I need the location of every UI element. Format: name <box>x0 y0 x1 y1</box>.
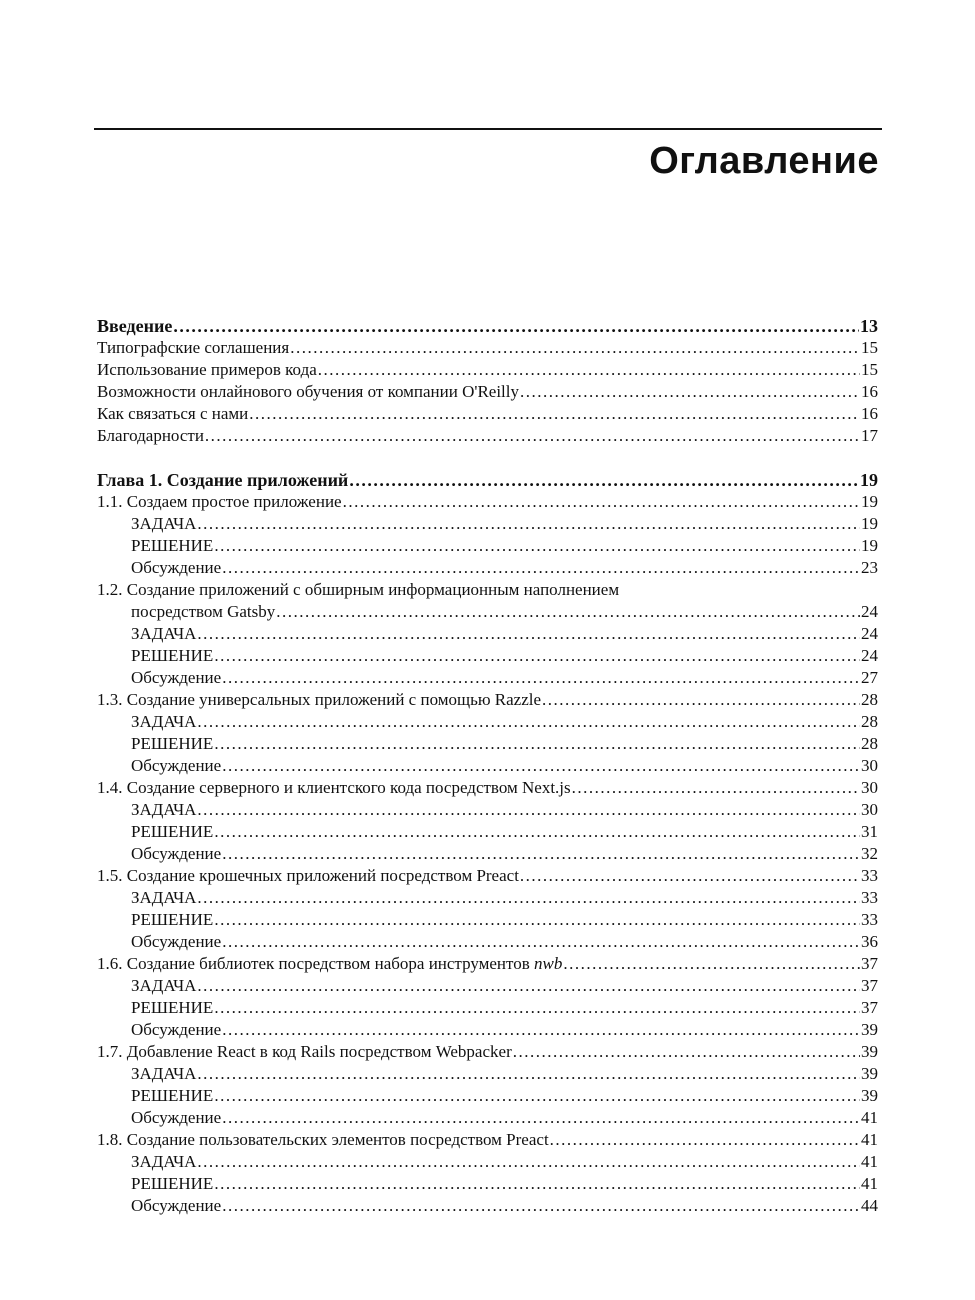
toc-entry[interactable] <box>97 1041 878 1063</box>
toc-entry[interactable] <box>97 733 878 755</box>
toc-page-number: 28 <box>861 712 878 731</box>
toc-entry[interactable] <box>97 557 878 579</box>
toc-entry[interactable] <box>97 997 878 1019</box>
toc-page-number: 33 <box>861 910 878 929</box>
toc-entry-title: ЗАДАЧА <box>131 1152 197 1171</box>
toc-entry-title: ЗАДАЧА <box>131 800 197 819</box>
toc-dot-leader <box>197 799 860 821</box>
toc-dot-leader <box>222 1195 860 1217</box>
toc-entry[interactable] <box>97 491 878 513</box>
toc-page-number: 41 <box>861 1152 878 1171</box>
toc-entry[interactable] <box>97 821 878 843</box>
toc-entry[interactable] <box>97 403 878 425</box>
toc-dot-leader <box>318 359 860 381</box>
toc-entry-title: Обсуждение <box>131 844 222 863</box>
toc-entry[interactable] <box>97 887 878 909</box>
toc-page-number: 19 <box>861 514 878 533</box>
toc-dot-leader <box>222 1107 860 1129</box>
toc-page-number: 32 <box>861 844 878 863</box>
toc-page-number: 39 <box>861 1064 878 1083</box>
toc-entry[interactable] <box>97 909 878 931</box>
toc-entry-title: РЕШЕНИЕ <box>131 536 214 555</box>
table-of-contents <box>97 315 878 1217</box>
toc-entry[interactable] <box>97 843 878 865</box>
toc-entry-title: ЗАДАЧА <box>131 514 197 533</box>
toc-dot-leader <box>343 491 860 513</box>
toc-page-number: 19 <box>861 536 878 555</box>
toc-entry-title: РЕШЕНИЕ <box>131 734 214 753</box>
toc-entry-title: ЗАДАЧА <box>131 976 197 995</box>
toc-page-number: 39 <box>861 1020 878 1039</box>
toc-page-number: 39 <box>861 1086 878 1105</box>
toc-page-number: 41 <box>861 1174 878 1193</box>
toc-dot-leader <box>563 953 860 975</box>
toc-entry[interactable] <box>97 667 878 689</box>
toc-entry[interactable] <box>97 1107 878 1129</box>
toc-entry-title: Обсуждение <box>131 756 222 775</box>
toc-entry-title: ЗАДАЧА <box>131 888 197 907</box>
toc-entry-title: 1.3. Создание универсальных приложений с помощью Razzle <box>97 690 542 709</box>
toc-heading-entry[interactable] <box>97 469 878 491</box>
toc-entry-title: Введение <box>97 316 173 336</box>
toc-page-number: 16 <box>861 404 878 423</box>
toc-entry[interactable] <box>97 381 878 403</box>
toc-entry[interactable] <box>97 1129 878 1151</box>
toc-entry-title: 1.8. Создание пользовательских элементов посредством Preact <box>97 1130 549 1149</box>
toc-entry[interactable] <box>97 1173 878 1195</box>
page-title: Оглавление <box>649 140 879 182</box>
toc-page-number: 30 <box>861 756 878 775</box>
toc-page-number: 39 <box>861 1042 878 1061</box>
toc-entry[interactable] <box>97 623 878 645</box>
toc-page-number: 41 <box>861 1130 878 1149</box>
toc-entry[interactable] <box>97 865 878 887</box>
toc-page-number: 37 <box>861 998 878 1017</box>
toc-page-number: 30 <box>861 800 878 819</box>
toc-dot-leader <box>214 909 860 931</box>
toc-entry[interactable] <box>97 359 878 381</box>
toc-entry-title: Обсуждение <box>131 1020 222 1039</box>
toc-entry-title: РЕШЕНИЕ <box>131 1086 214 1105</box>
toc-entry[interactable] <box>97 711 878 733</box>
toc-page-number: 16 <box>861 382 878 401</box>
toc-entry[interactable] <box>97 1019 878 1041</box>
toc-dot-leader <box>349 469 859 491</box>
top-rule <box>94 128 882 130</box>
toc-entry-title: Обсуждение <box>131 668 222 687</box>
toc-dot-leader <box>197 975 860 997</box>
toc-dot-leader <box>197 887 860 909</box>
toc-dot-leader <box>214 645 860 667</box>
toc-page-number: 28 <box>861 734 878 753</box>
toc-dot-leader <box>222 667 860 689</box>
toc-entry-title: Обсуждение <box>131 1196 222 1215</box>
toc-dot-leader <box>214 733 860 755</box>
toc-entry-title: РЕШЕНИЕ <box>131 646 214 665</box>
toc-entry-title: РЕШЕНИЕ <box>131 1174 214 1193</box>
toc-entry[interactable] <box>97 645 878 667</box>
toc-dot-leader <box>290 337 860 359</box>
toc-entry-title: РЕШЕНИЕ <box>131 822 214 841</box>
toc-entry-title: Обсуждение <box>131 558 222 577</box>
toc-entry-title: 1.7. Добавление React в код Rails посредством Webpacker <box>97 1042 512 1061</box>
toc-dot-leader <box>197 1063 860 1085</box>
toc-dot-leader <box>542 689 860 711</box>
toc-dot-leader <box>249 403 860 425</box>
toc-page-number: 44 <box>861 1196 878 1215</box>
toc-dot-leader <box>214 997 860 1019</box>
toc-dot-leader <box>222 755 860 777</box>
toc-dot-leader <box>550 1129 860 1151</box>
toc-entry[interactable] <box>97 975 878 997</box>
toc-dot-leader <box>197 1151 860 1173</box>
toc-dot-leader <box>214 1173 860 1195</box>
toc-page-number: 15 <box>861 360 878 379</box>
toc-dot-leader <box>197 513 860 535</box>
toc-entry[interactable] <box>97 799 878 821</box>
toc-page-number: 30 <box>861 778 878 797</box>
toc-page-number: 33 <box>861 888 878 907</box>
toc-dot-leader <box>572 777 860 799</box>
toc-entry-title: 1.6. Создание библиотек посредством набора инструментов nwb <box>97 954 563 973</box>
toc-entry[interactable] <box>97 1063 878 1085</box>
toc-page-number: 17 <box>861 426 878 445</box>
toc-front-section <box>97 315 878 447</box>
toc-entry-title: ЗАДАЧА <box>131 624 197 643</box>
toc-dot-leader <box>197 623 860 645</box>
toc-entry-title: 1.2. Создание приложений с обширным информационным наполнением <box>97 580 620 599</box>
toc-entry-title: Обсуждение <box>131 1108 222 1127</box>
toc-dot-leader <box>214 821 860 843</box>
toc-dot-leader <box>222 1019 860 1041</box>
toc-page-number: 19 <box>860 470 878 490</box>
toc-entry-title: РЕШЕНИЕ <box>131 910 214 929</box>
toc-entry[interactable] <box>97 931 878 953</box>
toc-entry[interactable] <box>97 953 878 975</box>
toc-entry[interactable] <box>97 601 878 623</box>
toc-entry[interactable] <box>97 425 878 447</box>
toc-dot-leader <box>276 601 860 623</box>
toc-dot-leader <box>214 1085 860 1107</box>
toc-entry-title: 1.4. Создание серверного и клиентского кода посредством Next.js <box>97 778 571 797</box>
toc-entry-title: ЗАДАЧА <box>131 1064 197 1083</box>
toc-page-number: 15 <box>861 338 878 357</box>
toc-page-number: 23 <box>861 558 878 577</box>
toc-dot-leader <box>520 865 860 887</box>
toc-section-gap <box>97 447 878 469</box>
toc-dot-leader <box>520 381 860 403</box>
toc-entry[interactable] <box>97 1085 878 1107</box>
toc-page-number: 24 <box>861 624 878 643</box>
toc-entry-title: Обсуждение <box>131 932 222 951</box>
toc-dot-leader <box>222 843 860 865</box>
toc-entry-title: Типографские соглашения <box>97 338 290 357</box>
toc-page-number: 27 <box>861 668 878 687</box>
toc-page-number: 24 <box>861 602 878 621</box>
toc-page-number: 28 <box>861 690 878 709</box>
toc-entry-title: РЕШЕНИЕ <box>131 998 214 1017</box>
toc-entry[interactable] <box>97 535 878 557</box>
toc-entry[interactable] <box>97 579 878 601</box>
toc-entry[interactable] <box>97 337 878 359</box>
toc-entry[interactable] <box>97 689 878 711</box>
toc-page-number: 41 <box>861 1108 878 1127</box>
toc-dot-leader <box>197 711 860 733</box>
toc-page-number: 37 <box>861 976 878 995</box>
toc-entry-title: Возможности онлайнового обучения от компании O'Reilly <box>97 382 519 401</box>
toc-entry[interactable] <box>97 755 878 777</box>
toc-entry-title: Благодарности <box>97 426 204 445</box>
toc-chapter-1-section <box>97 469 878 1217</box>
toc-page-number: 36 <box>861 932 878 951</box>
toc-entry-title: Глава 1. Создание приложений <box>97 470 349 490</box>
toc-heading-entry[interactable] <box>97 315 878 337</box>
toc-dot-leader <box>513 1041 860 1063</box>
toc-page-number: 24 <box>861 646 878 665</box>
toc-entry-title: 1.1. Создаем простое приложение <box>97 492 342 511</box>
toc-dot-leader <box>214 535 860 557</box>
toc-entry-title: ЗАДАЧА <box>131 712 197 731</box>
toc-page-number: 19 <box>861 492 878 511</box>
toc-entry[interactable] <box>97 777 878 799</box>
toc-dot-leader <box>173 315 859 337</box>
toc-page-number: 31 <box>861 822 878 841</box>
toc-entry[interactable] <box>97 1195 878 1217</box>
toc-page-number: 13 <box>860 316 878 336</box>
toc-page-number: 33 <box>861 866 878 885</box>
toc-entry-title: Как связаться с нами <box>97 404 249 423</box>
toc-dot-leader <box>222 557 860 579</box>
toc-entry[interactable] <box>97 1151 878 1173</box>
toc-page-number: 37 <box>861 954 878 973</box>
toc-dot-leader <box>205 425 860 447</box>
toc-entry[interactable] <box>97 513 878 535</box>
toc-dot-leader <box>222 931 860 953</box>
toc-entry-title: Использование примеров кода <box>97 360 317 379</box>
toc-entry-title: посредством Gatsby <box>131 602 276 621</box>
toc-entry-title: 1.5. Создание крошечных приложений посредством Preact <box>97 866 519 885</box>
